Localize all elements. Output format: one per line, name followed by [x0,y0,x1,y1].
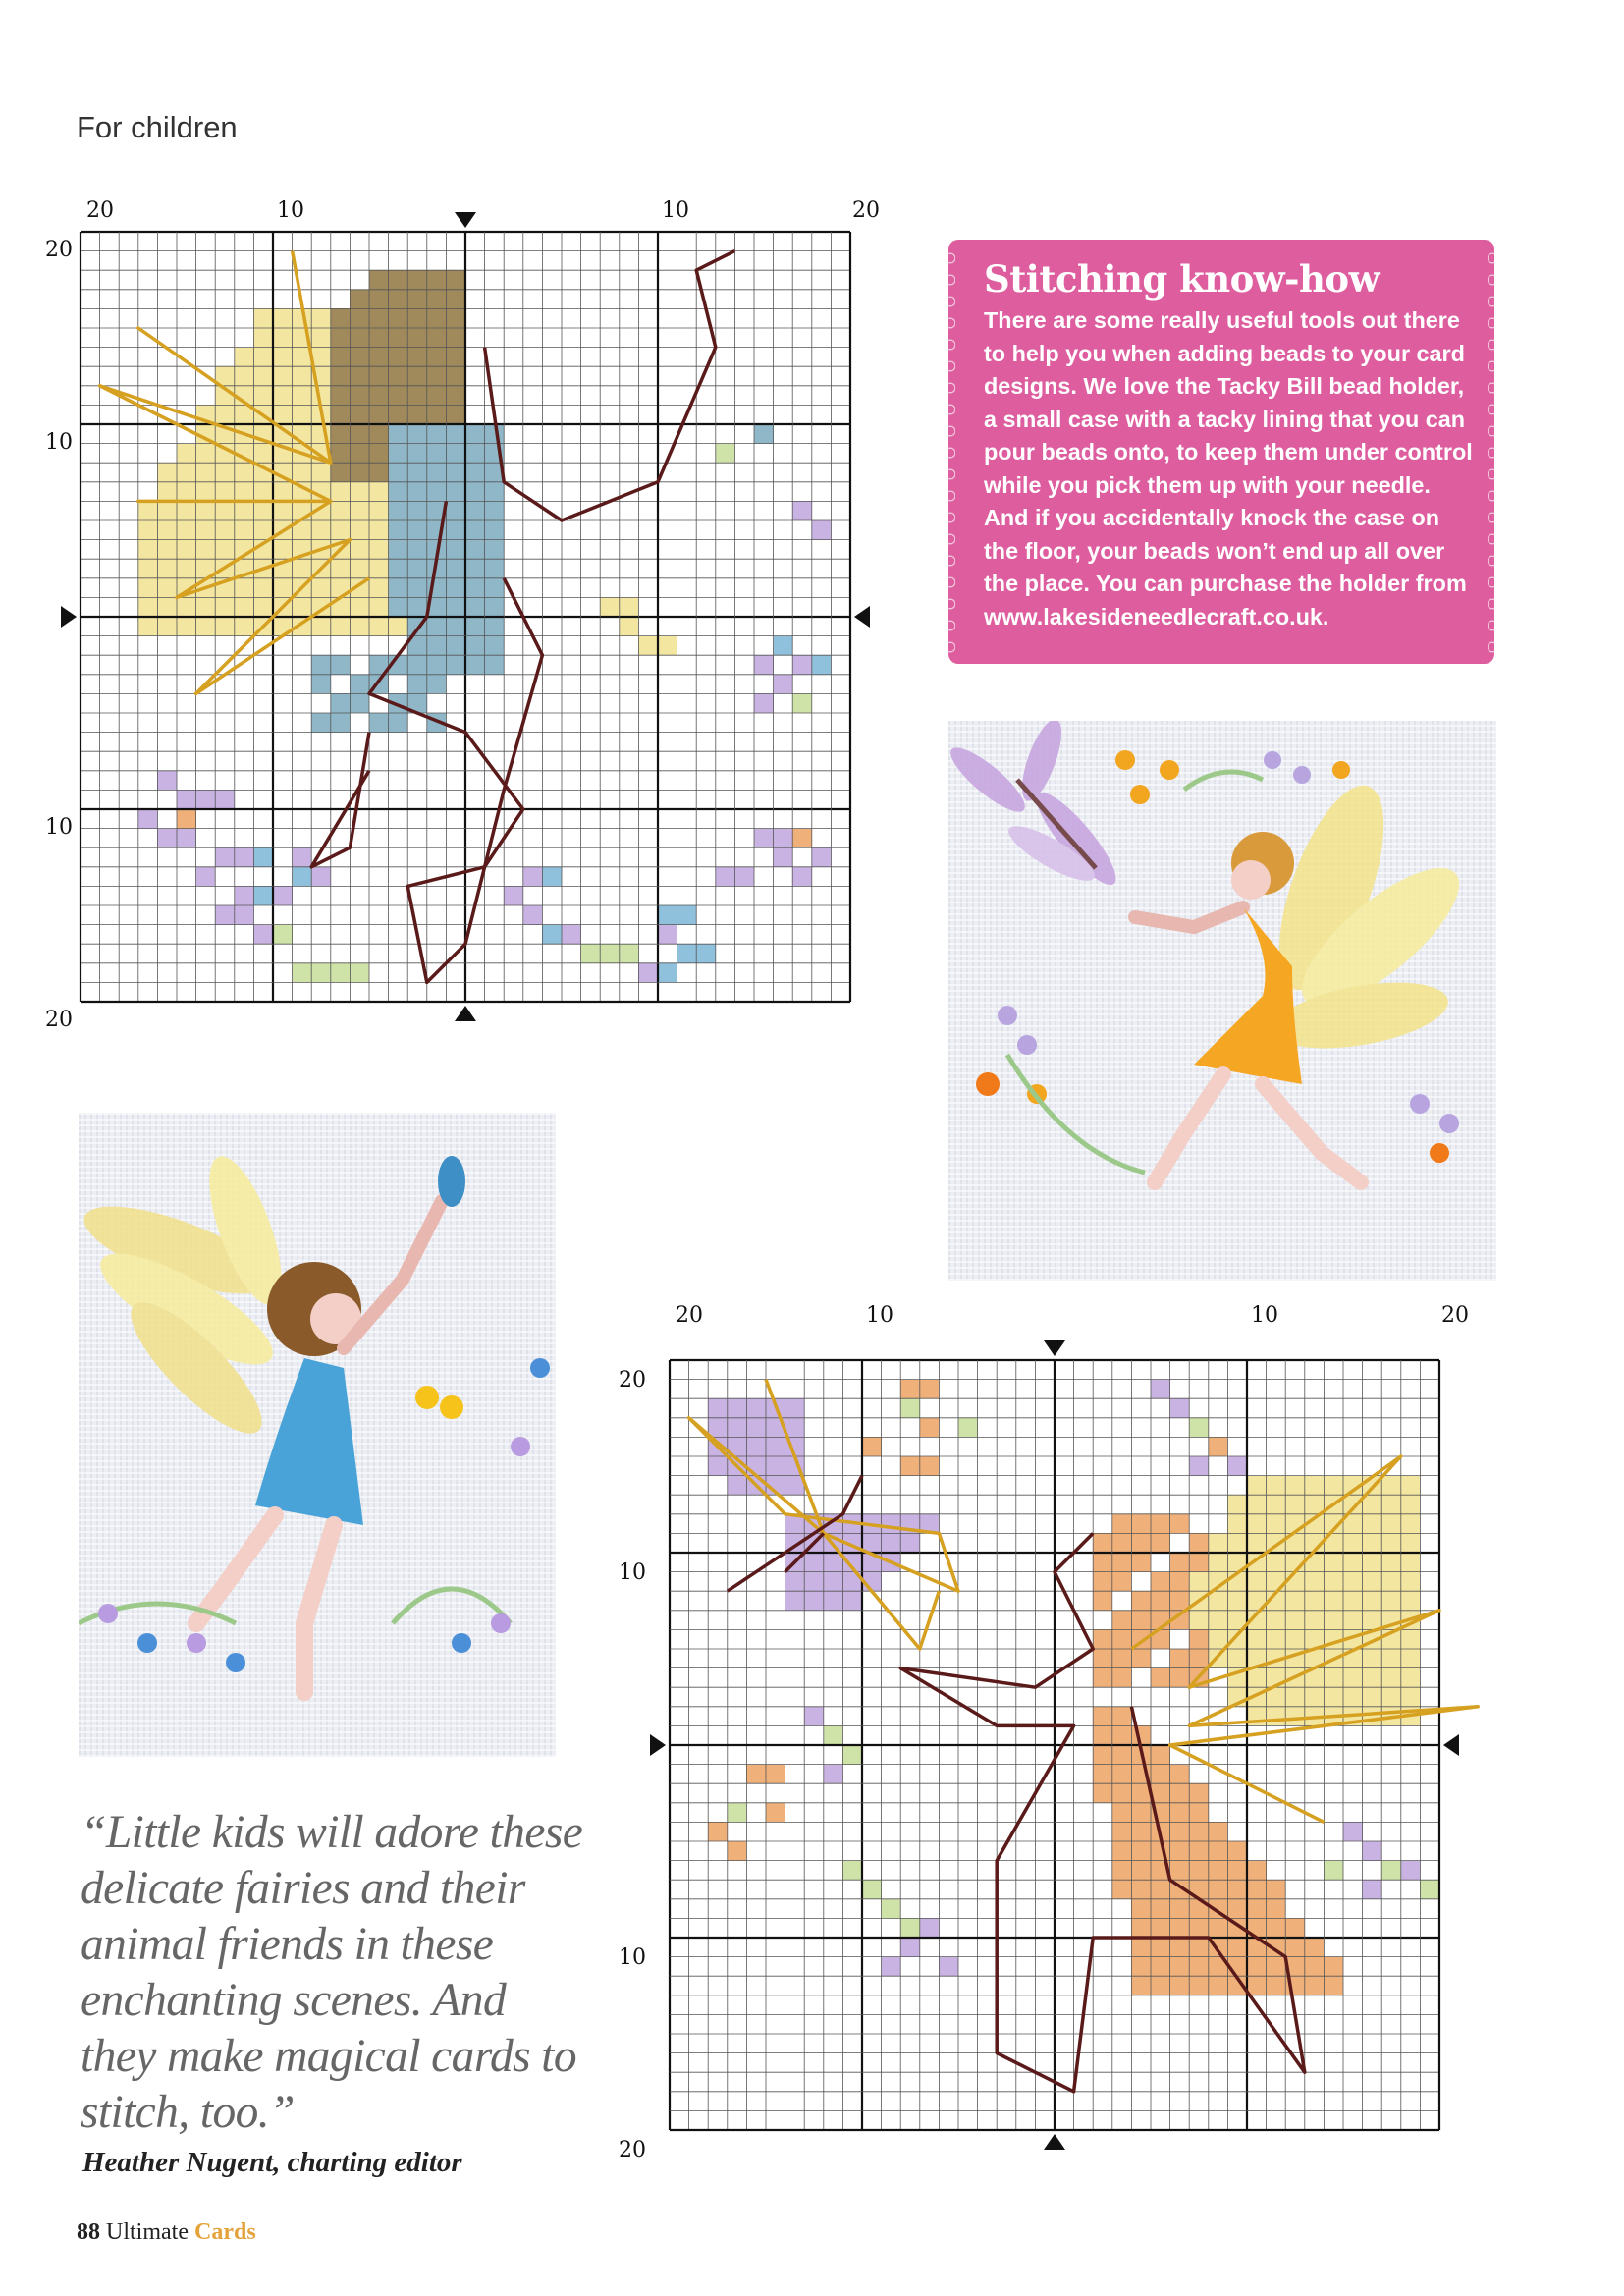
axis-left-20-top: 20 [45,238,73,262]
chart-grid-top [45,196,909,1061]
axis-top-20-right: 20 [1441,1303,1469,1328]
photo-orange-fairy [948,721,1496,1281]
axis-top-20-left: 20 [676,1303,703,1328]
magazine-name-highlight: Cards [193,2219,256,2245]
page-number: 88 [77,2219,100,2245]
dragonfly [948,721,1126,894]
center-arrow-icon [61,606,77,628]
page-footer [77,2219,256,2246]
center-arrow-icon [854,606,870,628]
center-arrow-icon [1044,1340,1065,1356]
axis-left-10-top: 10 [619,1560,646,1585]
grid-lines [81,232,850,1002]
center-arrow-icon [455,1006,476,1021]
know-how-body: There are some really useful tools out there to help you when adding beads to your card designs. We love the Tacky Bill bead holder, a small case with a tacky lining that you can pour beads onto, to keep them under control while you pick them up with your needle. And if you accidentally knock the case on the floor, your beads won’t end up all over the place. You can purchase the holder from www.lakesideneedlecraft.co.uk. [984,307,1473,629]
section-label: For children [77,110,238,144]
center-arrow-icon [455,212,476,228]
photo-blue-fairy [79,1113,556,1757]
center-arrow-icon [650,1734,666,1756]
axis-top-10-right: 10 [1251,1303,1278,1328]
butterfly [415,1386,463,1419]
axis-top-10-right: 10 [662,198,689,223]
chart-grid-bottom [611,1301,1514,2205]
center-arrow-icon [1044,2134,1065,2150]
magazine-name: Ultimate [106,2219,189,2245]
leg-outline [311,733,369,867]
orange-fairy-illustration [948,721,1496,1281]
axis-left-20-bottom: 20 [619,2138,646,2162]
quote-attribution: Heather Nugent, charting editor [82,2147,462,2178]
axis-left-10-bottom: 10 [619,1945,646,1970]
scallop-left [946,247,955,656]
grid-lines [670,1360,1439,2130]
blue-fairy-illustration [79,1113,556,1757]
axis-top-20-right: 20 [852,198,880,223]
axis-left-10-bottom: 10 [45,815,73,840]
stitching-know-how-box [948,240,1494,664]
center-arrow-icon [1443,1734,1459,1756]
chart-blue-fairy [45,196,909,1061]
bird [438,1156,465,1207]
axis-left-10-top: 10 [45,430,73,455]
fairy-wings [79,1148,297,1450]
know-how-title: Stitching know-how [984,257,1380,301]
axis-left-20-bottom: 20 [45,1008,73,1032]
pull-quote: “Little kids will adore these delicate fairies and their animal friends in these enchanting scenes. And they make magical cards to stitch, too.” [81,1807,583,2138]
axis-left-20-top: 20 [619,1368,646,1393]
axis-top-10-left: 10 [866,1303,893,1328]
axis-top-20-left: 20 [86,198,114,223]
flowers-top [1115,750,1350,804]
scallop-right [1488,247,1497,656]
axis-top-10-left: 10 [277,198,304,223]
chart-orange-fairy [611,1301,1514,2205]
